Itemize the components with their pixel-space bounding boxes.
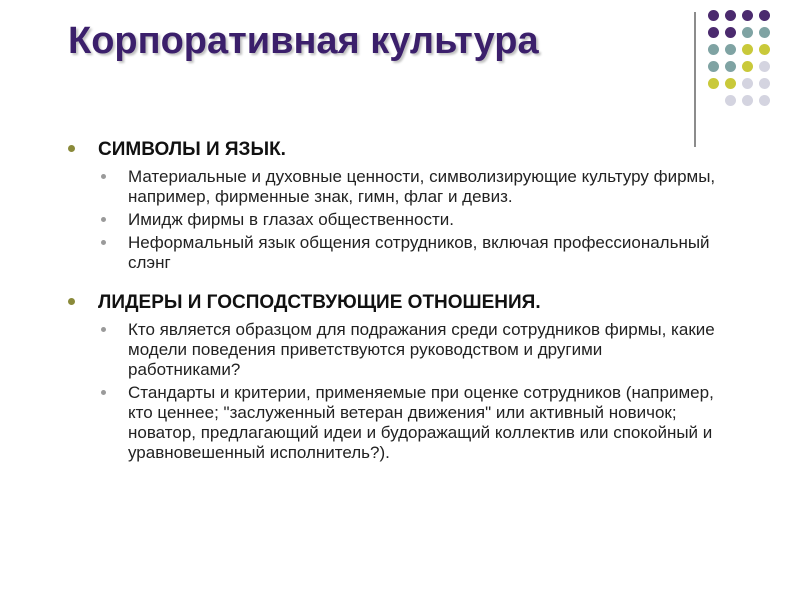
decorative-dot xyxy=(759,95,770,106)
section-heading xyxy=(68,138,718,162)
decorative-dot xyxy=(708,10,719,21)
decorative-dot xyxy=(725,95,736,106)
list-item-text: Имидж фирмы в глазах общественности. xyxy=(128,210,454,229)
decorative-dot xyxy=(708,27,719,38)
section-heading-text: ЛИДЕРЫ И ГОСПОДСТВУЮЩИЕ ОТНОШЕНИЯ. xyxy=(98,292,541,313)
section-heading-text: СИМВОЛЫ И ЯЗЫК. xyxy=(98,139,286,160)
decorative-dot xyxy=(742,95,753,106)
divider-line xyxy=(694,12,696,147)
bullet-icon xyxy=(68,298,75,305)
decorative-dot xyxy=(708,44,719,55)
bullet-list xyxy=(68,167,718,273)
decorative-dot xyxy=(725,10,736,21)
bullet-icon xyxy=(101,390,106,395)
slide-content xyxy=(68,138,718,481)
decorative-dot xyxy=(708,61,719,72)
list-item-text: Стандарты и критерии, применяемые при оценке сотрудников (например, кто ценнее; "заслуженный ветеран движения" или активный новичок; новатор, предлагающий идеи и будоражащий коллектив или спокойный и уравновешенный исполнитель?). xyxy=(128,383,714,462)
decorative-dot xyxy=(759,61,770,72)
slide-title: Корпоративная культура xyxy=(68,20,539,62)
list-item-text: Неформальный язык общения сотрудников, включая профессиональный слэнг xyxy=(128,233,710,272)
decorative-dot xyxy=(742,27,753,38)
list-item xyxy=(68,210,718,230)
section-symbols xyxy=(68,138,718,273)
list-item xyxy=(68,383,718,463)
decorative-dot xyxy=(742,10,753,21)
decorative-dot xyxy=(759,27,770,38)
list-item xyxy=(68,233,718,273)
decorative-dot xyxy=(725,78,736,89)
decorative-dot xyxy=(708,78,719,89)
decorative-dot xyxy=(725,44,736,55)
bullet-icon xyxy=(68,145,75,152)
bullet-list xyxy=(68,320,718,463)
list-item-text: Материальные и духовные ценности, символизирующие культуру фирмы, например, фирменные знак, гимн, флаг и девиз. xyxy=(128,167,716,206)
decorative-dot-grid xyxy=(708,10,778,130)
decorative-dot xyxy=(742,78,753,89)
decorative-dot xyxy=(742,61,753,72)
decorative-dot xyxy=(725,27,736,38)
list-item-text: Кто является образцом для подражания среди сотрудников фирмы, какие модели поведения приветствуются руководством и другими работниками? xyxy=(128,320,715,379)
section-leaders xyxy=(68,291,718,463)
decorative-dot xyxy=(742,44,753,55)
list-item xyxy=(68,320,718,380)
bullet-icon xyxy=(101,217,106,222)
bullet-icon xyxy=(101,327,106,332)
decorative-dot xyxy=(725,61,736,72)
decorative-dot xyxy=(759,10,770,21)
list-item xyxy=(68,167,718,207)
section-heading xyxy=(68,291,718,315)
bullet-icon xyxy=(101,240,106,245)
bullet-icon xyxy=(101,174,106,179)
decorative-dot xyxy=(759,78,770,89)
decorative-dot xyxy=(759,44,770,55)
